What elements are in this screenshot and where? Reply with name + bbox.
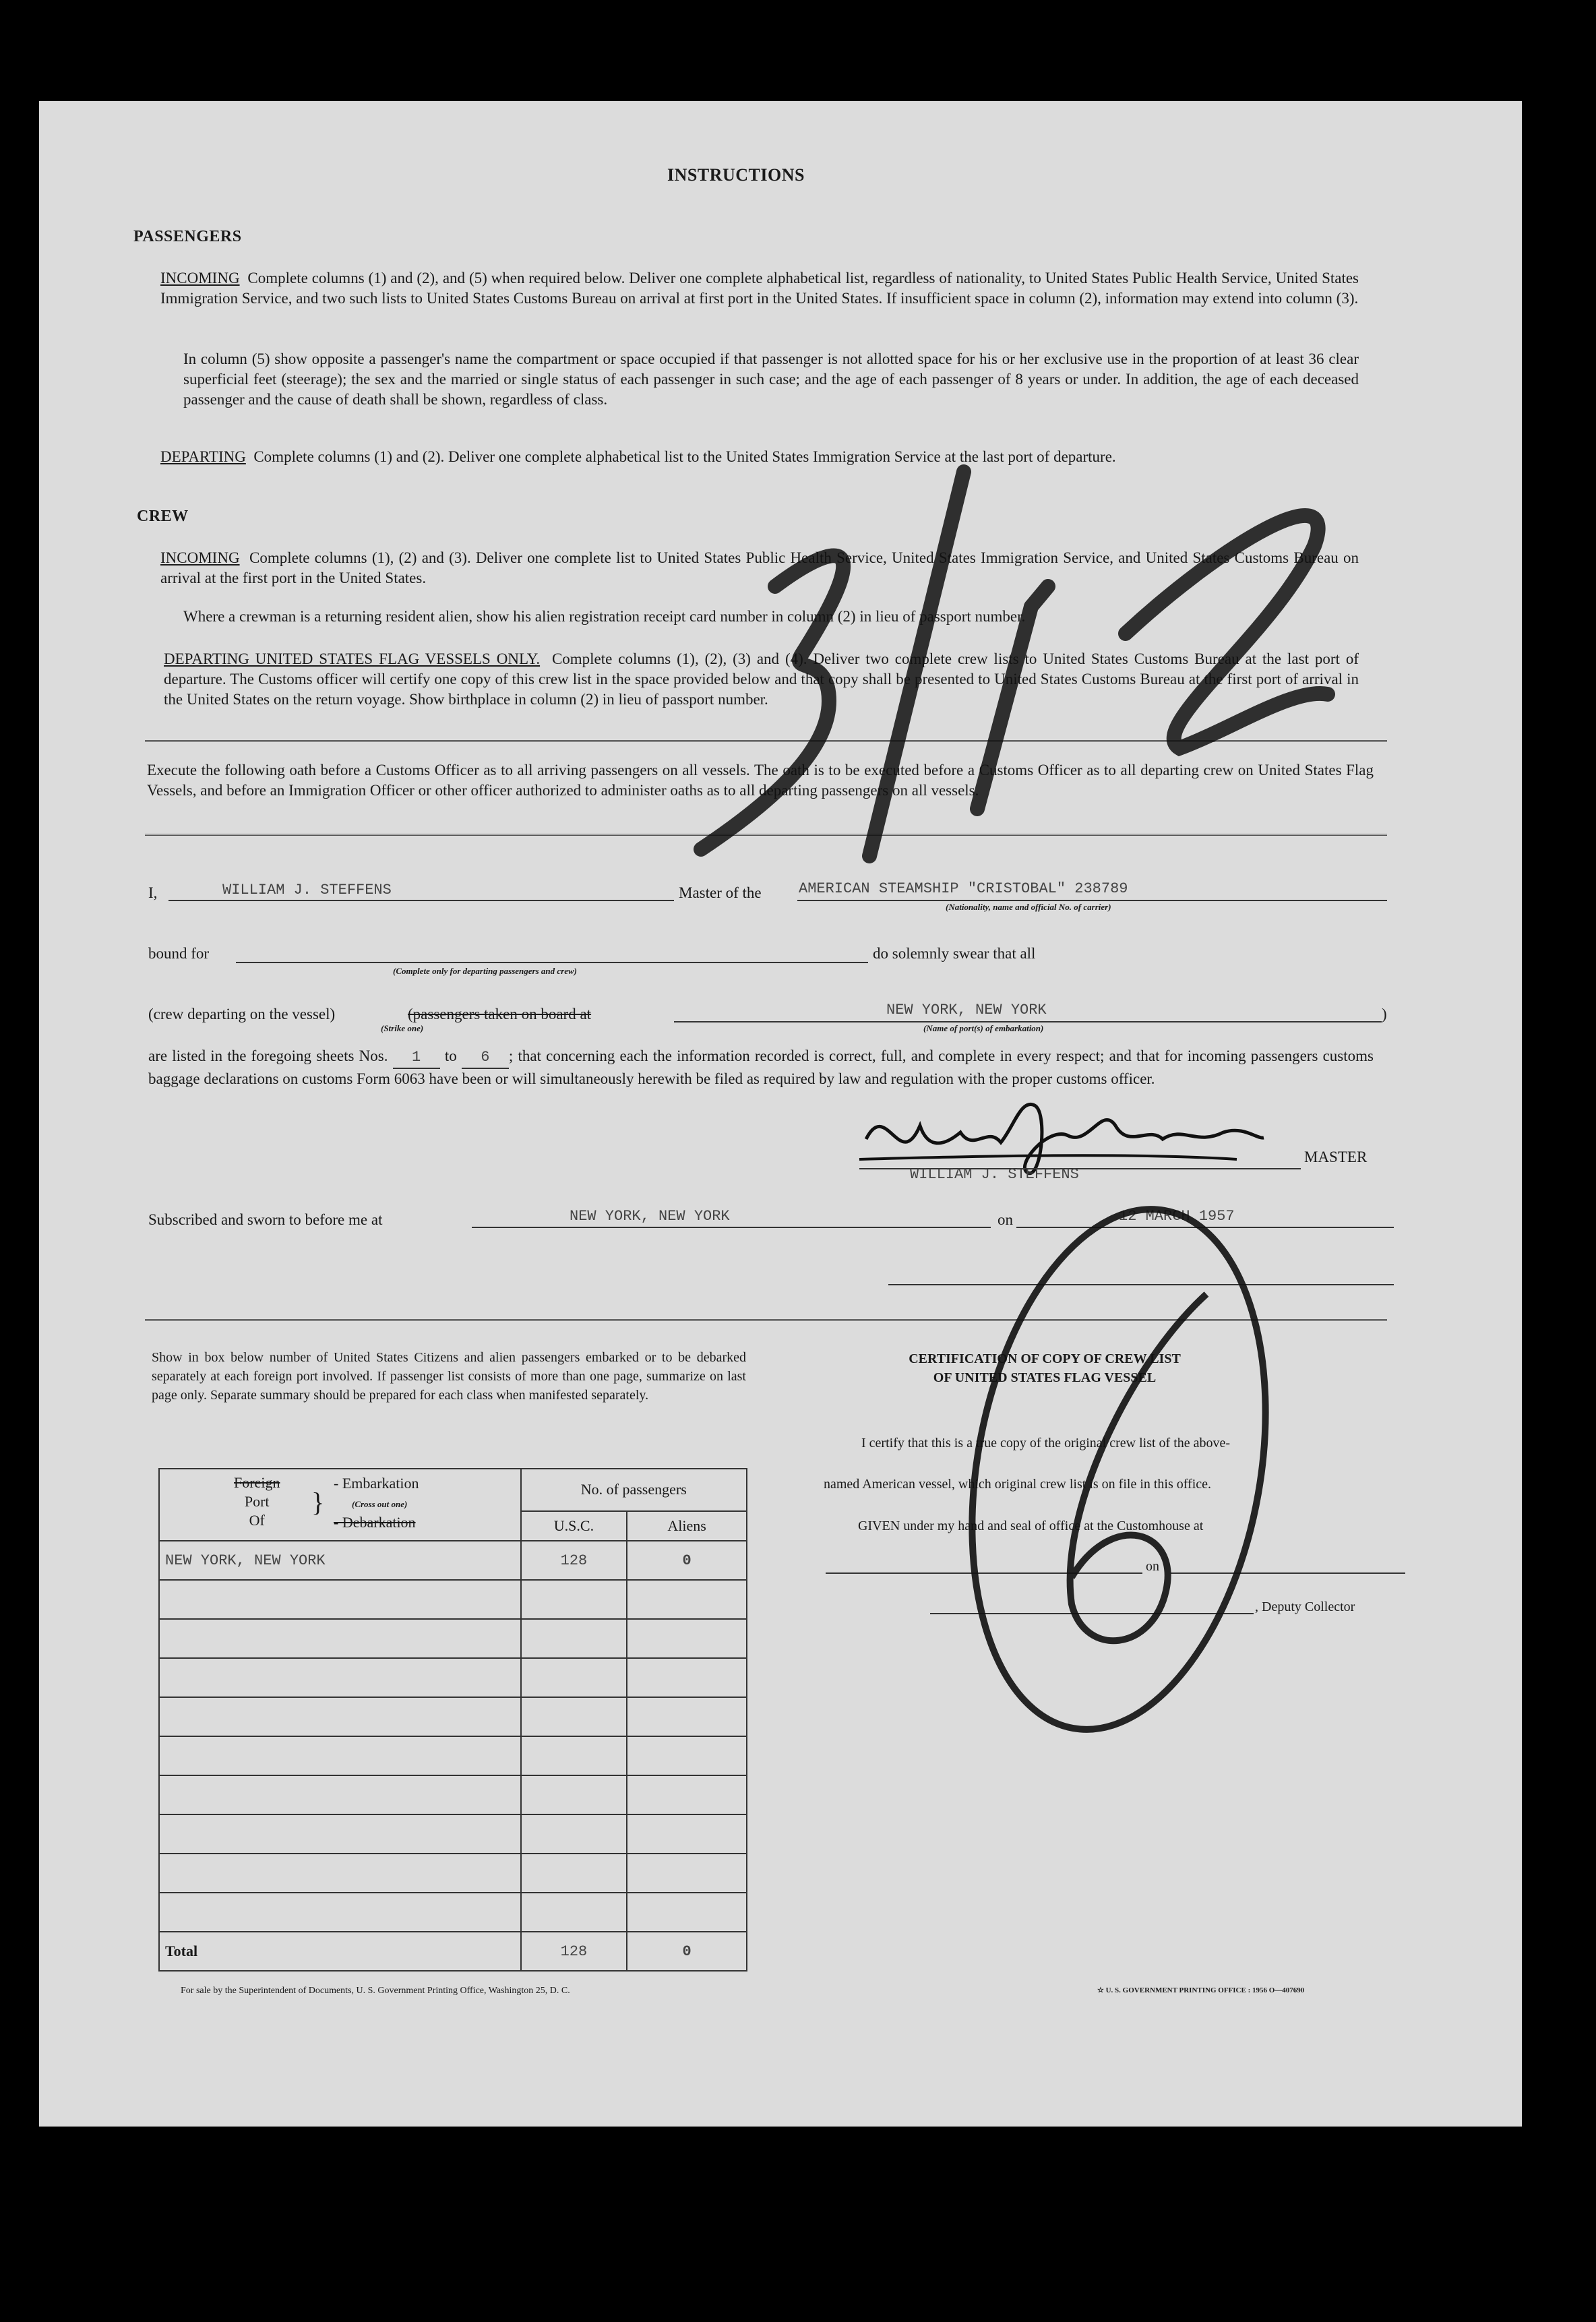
table-row (159, 1893, 747, 1932)
passengers-incoming-paragraph (160, 268, 1359, 309)
aliens-header: Aliens (627, 1511, 747, 1541)
bound-for-caption: (Complete only for departing passengers and crew) (393, 966, 577, 976)
port-caption: (Name of port(s) of embarkation) (923, 1023, 1044, 1033)
row-port: NEW YORK, NEW YORK (159, 1541, 521, 1580)
passengers-header: No. of passengers (521, 1469, 747, 1511)
table-row (159, 1541, 747, 1580)
sheets-suffix: ; that concerning each the information recorded is correct, full, and complete in every respect; and that for incoming passengers customs baggage declarations on customs Form 6063 have been or will simultaneously herewith be filed as required by law and regulation with the proper customs officer. (148, 1047, 1374, 1087)
close-paren: ) (1382, 1006, 1387, 1022)
crew-heading: CREW (137, 508, 189, 525)
summary-instructions: Show in box below number of United States Citizens and alien passengers embarked or to be debarked separately at each foreign port involved. If passenger list consists of more than one page, summarize on last page only. Separate summary should be prepared for each class when manifested separately. (152, 1350, 746, 1403)
sworn-date: 12 MARCH 1957 (1119, 1208, 1235, 1225)
master-label: MASTER (1304, 1149, 1368, 1165)
foreign-label: Foreign (234, 1474, 280, 1491)
deputy-collector-label: , Deputy Collector (1255, 1599, 1355, 1614)
subscribed-label: Subscribed and sworn to before me at (148, 1211, 383, 1228)
total-row (159, 1932, 747, 1971)
passengers-heading: PASSENGERS (133, 228, 242, 245)
certification-line2: named American vessel, which original crew list is on file in this office. (824, 1477, 1212, 1492)
vessel-name: AMERICAN STEAMSHIP "CRISTOBAL" 238789 (799, 880, 1128, 897)
master-name: WILLIAM J. STEFFENS (222, 882, 392, 898)
crew-departing-text: Complete columns (1), (2), (3) and (4). Deliver two complete crew lists to United States Customs Bureau at the last port of departure. The Customs officer will certify one copy of this crew list in the space provided below and that copy shall be presented to United States Customs Bureau at the first port of arrival in the United States on the return voyage. Show birthplace in column (2) in lieu of passport number. (164, 650, 1359, 708)
passengers-incoming-label: INCOMING (160, 270, 240, 286)
embarkation-label: - Embarkation (334, 1475, 419, 1492)
row-usc: 128 (521, 1541, 627, 1580)
sworn-on-label: on (998, 1211, 1013, 1228)
port-header-cell: Foreign Port Of } - Embarkation (Cross out one) - Debarkation (159, 1469, 521, 1541)
passenger-summary-table (158, 1468, 747, 1972)
sheet-to: 6 (462, 1047, 509, 1069)
sheets-paragraph (148, 1046, 1374, 1089)
certification-line3: GIVEN under my hand and seal of office at the Customhouse at (858, 1519, 1204, 1533)
port-label: Port (244, 1493, 270, 1510)
bound-for-label: bound for (148, 945, 210, 962)
master-of-label: Master of the (679, 884, 762, 901)
table-row (159, 1697, 747, 1736)
crew-crewman-paragraph: Where a crewman is a returning resident alien, show his alien registration receipt card number in column (2) in lieu of passport number. (183, 608, 1026, 625)
embarkation-port: NEW YORK, NEW YORK (886, 1002, 1047, 1018)
signature-typed-name: WILLIAM J. STEFFENS (910, 1166, 1079, 1183)
table-row (159, 1854, 747, 1893)
cross-out-caption: (Cross out one) (352, 1499, 408, 1509)
oath-instruction: Execute the following oath before a Customs Officer as to all arriving passengers on all vessels. The oath is to be executed before a Customs Officer as to all departing crew on United States Flag Vessels, and before an Immigration Officer or other officer authorized to administer oaths as to all departing passengers on all vessels. (147, 762, 1374, 799)
total-usc: 128 (521, 1932, 627, 1971)
table-row (159, 1736, 747, 1775)
table-row (159, 1775, 747, 1814)
bound-for-line (236, 962, 868, 963)
swear-text: do solemnly swear that all (873, 945, 1036, 962)
sheets-to: to (444, 1047, 457, 1064)
crew-incoming-text: Complete columns (1), (2) and (3). Deliver one complete list to United States Public Health Service, United States Immigration Service, and United States Customs Bureau on arrival at the first port in the United States. (160, 549, 1359, 586)
table-row (159, 1619, 747, 1658)
total-aliens: 0 (627, 1932, 747, 1971)
row-aliens: 0 (627, 1541, 747, 1580)
passengers-departing-text: Complete columns (1) and (2). Deliver one complete alphabetical list to the United States Immigration Service at the last port of departure. (253, 448, 1116, 465)
crew-departing-label: DEPARTING UNITED STATES FLAG VESSELS ONLY. (164, 650, 541, 667)
crew-incoming-label: INCOMING (160, 549, 240, 566)
table-row (159, 1580, 747, 1619)
table-row (159, 1658, 747, 1697)
footer-left: For sale by the Superintendent of Documents, U. S. Government Printing Office, Washington 25, D. C. (181, 1986, 570, 1996)
passengers-departing-label: DEPARTING (160, 448, 246, 465)
circled-number (890, 1186, 1361, 1759)
sworn-place: NEW YORK, NEW YORK (570, 1208, 730, 1225)
of-label: Of (249, 1512, 265, 1529)
port-line (674, 1021, 1382, 1022)
total-label: Total (159, 1932, 521, 1971)
master-name-line (168, 900, 674, 901)
passengers-option-struck: (passengers taken on board at (408, 1006, 592, 1022)
passengers-incoming-text: Complete columns (1) and (2), and (5) when required below. Deliver one complete alphabetical list, regardless of nationality, to United States Public Health Service, United States Immigration Service, and two such lists to United States Customs Bureau on arrival at first port in the United States. If insufficient space in column (2), information may extend into column (3). (160, 270, 1359, 307)
certification-title-line1: CERTIFICATION OF COPY OF CREW LIST (909, 1351, 1181, 1366)
table-row (159, 1814, 747, 1854)
vessel-caption: (Nationality, name and official No. of carrier) (946, 902, 1111, 912)
passengers-column5-paragraph: In column (5) show opposite a passenger's name the compartment or space occupied if that passenger is not allotted space for his or her exclusive use in the proportion of at least 36 clear superficial feet (steerage); the sex and the married or single status of each passenger in such case; and the age of each passenger of 8 years or under. In addition, the age of each deceased passenger and the cause of death shall be shown, regardless of class. (183, 350, 1359, 408)
certification-line1: I certify that this is a true copy of the original crew list of the above- (861, 1436, 1231, 1450)
instructions-title: INSTRUCTIONS (667, 165, 805, 185)
handwritten-number (627, 431, 1402, 903)
crew-departing-option: (crew departing on the vessel) (148, 1006, 336, 1022)
sheet-from: 1 (393, 1047, 440, 1069)
sheets-prefix: are listed in the foregoing sheets Nos. (148, 1047, 388, 1064)
usc-header: U.S.C. (521, 1511, 627, 1541)
certification-on-label: on (1146, 1559, 1159, 1574)
footer-right: ☆ U. S. GOVERNMENT PRINTING OFFICE : 1956 O—407690 (1097, 1986, 1305, 1994)
debarkation-label: - Debarkation (334, 1514, 416, 1531)
certification-title-line2: OF UNITED STATES FLAG VESSEL (933, 1370, 1157, 1385)
strike-caption: (Strike one) (381, 1023, 424, 1033)
oath-i-label: I, (148, 884, 158, 901)
